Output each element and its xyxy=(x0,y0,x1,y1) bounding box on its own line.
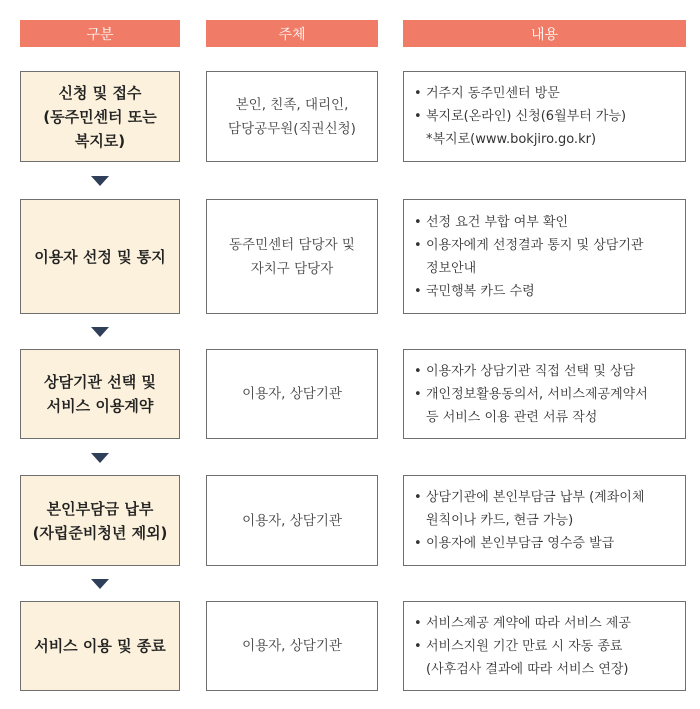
content-line: 이용자에 본인부담금 영수증 발급 xyxy=(426,536,615,551)
content-item xyxy=(414,383,677,429)
stage-3-content xyxy=(403,349,686,439)
arrow-down-icon xyxy=(91,579,109,589)
actor-line: 담당공무원(직권신청) xyxy=(228,120,356,137)
content-line: 개인정보활용동의서, 서비스제공계약서 xyxy=(426,386,648,402)
stage-5-content xyxy=(403,601,686,691)
stage-5-title xyxy=(20,601,180,691)
stage-title-line: 서비스 이용계약 xyxy=(46,397,154,415)
content-line: 상담기관에 본인부담금 납부 (계좌이체 xyxy=(426,490,645,505)
content-item xyxy=(414,211,677,234)
actor-line: 이용자, 상담기관 xyxy=(242,512,342,529)
stage-3-title xyxy=(20,349,180,439)
content-line: (사후검사 결과에 따라 서비스 연장) xyxy=(426,661,629,677)
bullet-icon: • xyxy=(414,638,422,654)
actor-line: 동주민센터 담당자 및 xyxy=(229,236,355,253)
bullet-icon: • xyxy=(414,109,422,124)
bullet-icon: • xyxy=(414,237,422,253)
stage-title-line: 이용자 선정 및 통지 xyxy=(34,247,166,266)
bullet-icon: • xyxy=(414,86,422,101)
bullet-icon: • xyxy=(414,536,422,551)
stage-5-actor xyxy=(206,601,378,691)
bullet-icon: • xyxy=(414,490,422,505)
content-item xyxy=(414,105,677,128)
bullet-icon: • xyxy=(414,615,422,631)
content-line: 이용자가 상담기관 직접 선택 및 상담 xyxy=(426,363,636,379)
content-item xyxy=(414,486,677,532)
stage-2-title xyxy=(20,199,180,314)
actor-line: 이용자, 상담기관 xyxy=(242,638,342,654)
stage-title-line: (동주민센터 또는 xyxy=(43,107,157,126)
bullet-icon: • xyxy=(414,214,422,230)
stage-1-actor xyxy=(206,71,378,162)
content-line: 등 서비스 이용 관련 서류 작성 xyxy=(426,409,598,425)
stage-1-title xyxy=(20,71,180,162)
content-line: 선정 요건 부합 여부 확인 xyxy=(426,214,569,230)
stage-2-actor xyxy=(206,199,378,314)
header-actor: 주체 xyxy=(206,20,378,47)
stage-title-line: 신청 및 접수 xyxy=(58,83,142,102)
header-content: 내용 xyxy=(403,20,686,47)
stage-4-title xyxy=(20,475,180,566)
content-item xyxy=(414,360,677,383)
content-item xyxy=(414,612,677,635)
stage-title-line: 본인부담금 납부 xyxy=(46,499,154,518)
bullet-icon: • xyxy=(414,386,422,402)
content-line: 국민행복 카드 수령 xyxy=(426,283,535,299)
actor-line: 본인, 친족, 대리인, xyxy=(235,96,349,113)
content-line: 복지로(온라인) 신청(6월부터 가능) xyxy=(426,109,627,124)
content-line: 서비스지원 기간 만료 시 자동 종료 xyxy=(426,638,623,654)
stage-1-content xyxy=(403,71,686,162)
stage-4-content xyxy=(403,475,686,566)
header-category: 구분 xyxy=(20,20,180,47)
actor-line: 이용자, 상담기관 xyxy=(242,386,342,402)
actor-line: 자치구 담당자 xyxy=(250,260,334,277)
content-item xyxy=(414,82,677,105)
content-line: 거주지 동주민센터 방문 xyxy=(426,86,560,101)
stage-3-actor xyxy=(206,349,378,439)
content-line: 원칙이나 카드, 현금 가능) xyxy=(426,513,574,528)
stage-title-line: 서비스 이용 및 종료 xyxy=(34,637,166,655)
content-item xyxy=(414,234,677,280)
bullet-icon: • xyxy=(414,283,422,299)
content-note: *복지로(www.bokjiro.go.kr) xyxy=(426,132,597,147)
content-line: 이용자에게 선정결과 통지 및 상담기관 xyxy=(426,237,644,253)
arrow-down-icon xyxy=(91,453,109,463)
stage-title-line: 복지로) xyxy=(74,131,126,150)
stage-4-actor xyxy=(206,475,378,566)
content-line: 정보안내 xyxy=(426,260,477,276)
stage-title-line: (자립준비청년 제외) xyxy=(32,523,168,542)
arrow-down-icon xyxy=(91,327,109,337)
content-item xyxy=(414,532,677,555)
stage-title-line: 상담기관 선택 및 xyxy=(44,373,156,391)
content-item xyxy=(414,280,677,303)
stage-2-content xyxy=(403,199,686,314)
content-item xyxy=(414,635,677,681)
content-line: 서비스제공 계약에 따라 서비스 제공 xyxy=(426,615,631,631)
arrow-down-icon xyxy=(91,176,109,186)
bullet-icon: • xyxy=(414,363,422,379)
